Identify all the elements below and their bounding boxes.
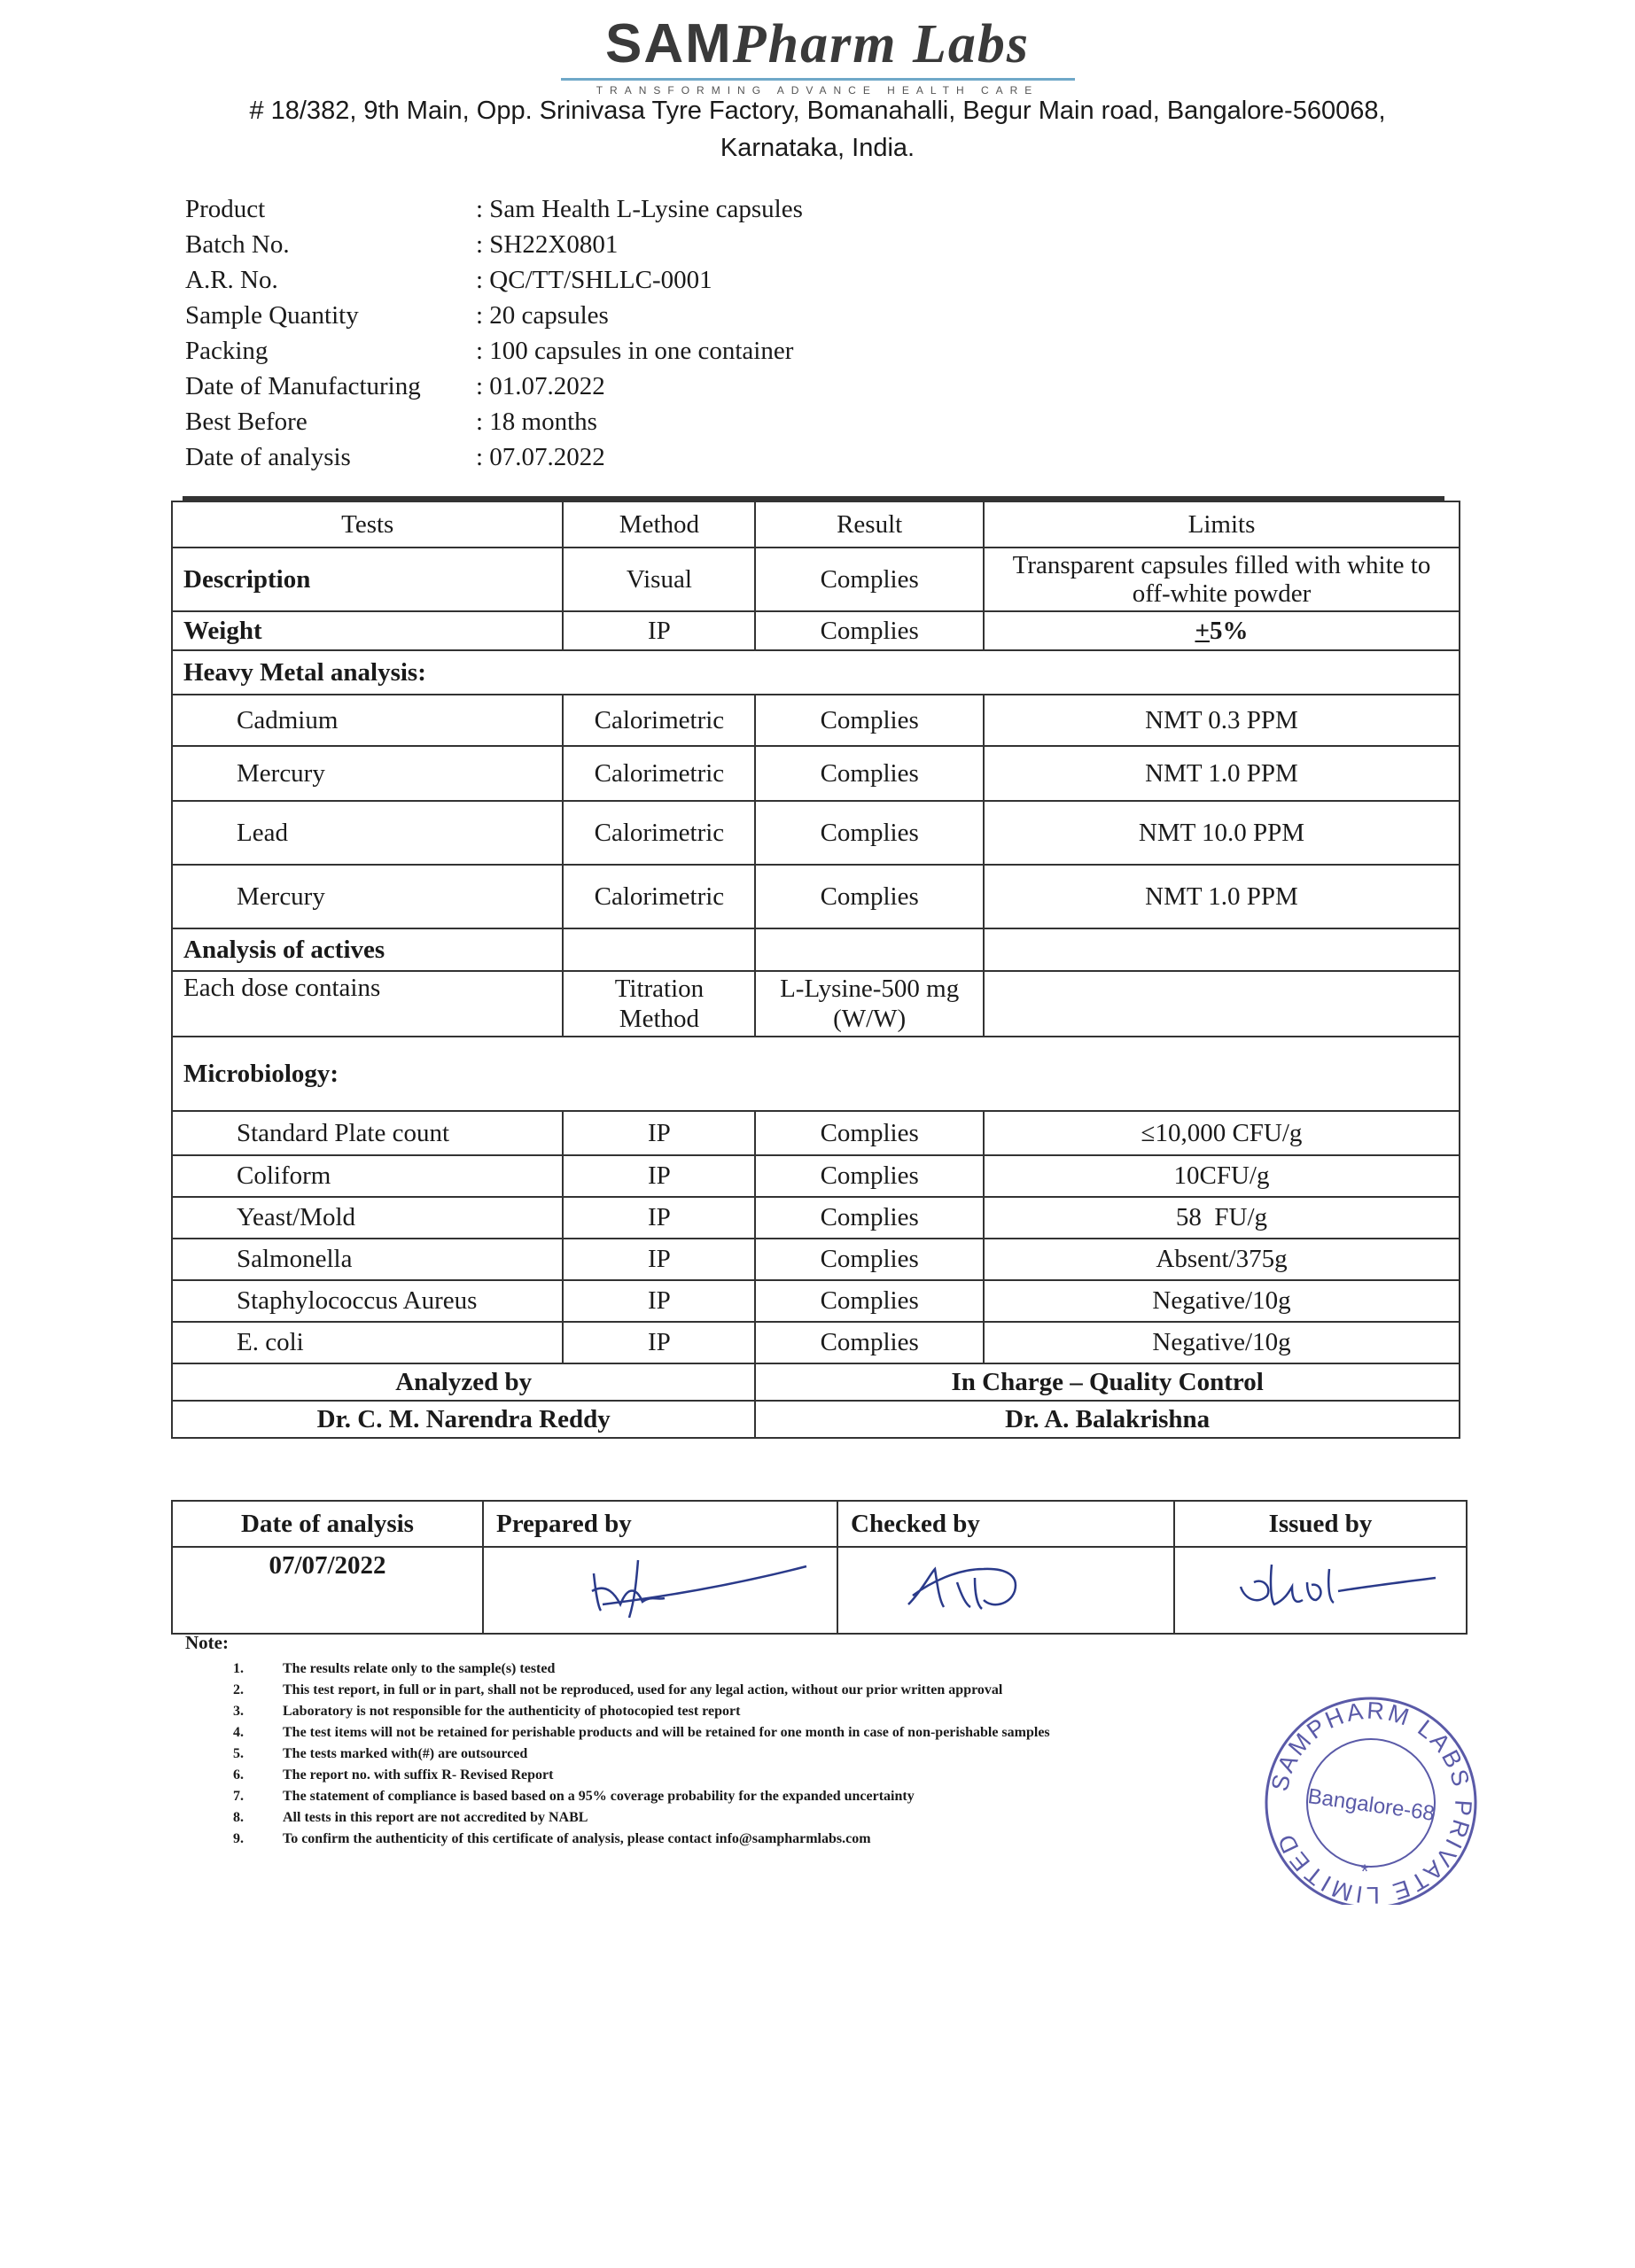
logo-sam: SAM [605,13,733,74]
section-title: Heavy Metal analysis: [172,650,1460,695]
note-item [185,1680,1050,1701]
info-row-batch [185,227,803,262]
empty-cell [563,928,755,971]
test-method: Calorimetric [563,865,755,928]
test-limit: NMT 1.0 PPM [984,746,1460,801]
logo-pharm-labs: Pharm Labs [732,14,1030,74]
address-line-1: # 18/382, 9th Main, Opp. Srinivasa Tyre Factory, Bomanahalli, Begur Main road, Bangalore-560068, [249,97,1386,125]
note-text: The test items will not be retained for perishable products and will be retained for one month in case of non-perishable samples [283,1725,1050,1740]
table-row-mercury [172,865,1460,928]
test-limit [984,548,1460,611]
table-row-each-dose [172,971,1460,1037]
info-row-product [185,191,803,227]
method-line-1: Titration [614,975,705,1003]
test-method: Calorimetric [563,695,755,746]
table-row-description [172,548,1460,611]
test-result: Complies [755,865,984,928]
info-value: : 20 capsules [476,301,609,330]
info-value: : 100 capsules in one container [476,337,794,365]
test-method: IP [563,1322,755,1363]
info-value: : 01.07.2022 [476,372,605,400]
company-logo [0,12,1635,97]
prepared-by-signature [496,1556,824,1618]
note-item [185,1807,1050,1829]
test-name: Cadmium [172,695,563,746]
plus-minus-sign: + [1195,616,1210,645]
note-item [185,1786,1050,1807]
test-name: E. coli [172,1322,563,1363]
note-item [185,1701,1050,1722]
signatory-label-row [172,1363,1460,1401]
test-method: IP [563,611,755,650]
issued-by-signature [1187,1551,1453,1622]
logo-wordmark [605,12,1030,76]
analysis-date: 07/07/2022 [172,1547,483,1634]
empty-cell [984,928,1460,971]
info-value: : 18 months [476,408,597,436]
note-item [185,1765,1050,1786]
note-number: 5. [233,1746,244,1761]
header-issued-by: Issued by [1174,1501,1467,1547]
test-name: Each dose contains [172,971,563,1037]
test-name: Description [172,548,563,611]
table-row-weight [172,611,1460,650]
info-row-best-before [185,404,803,439]
header-result: Result [755,501,984,548]
signatory-name-row [172,1401,1460,1438]
signoff-header-row [172,1501,1467,1547]
incharge-label: In Charge – Quality Control [755,1363,1460,1401]
signoff-table [171,1500,1468,1635]
test-result: Complies [755,1239,984,1280]
results-table [171,501,1460,1439]
note-text: The results relate only to the sample(s) tested [283,1661,556,1676]
info-label: Date of Manufacturing [185,372,421,400]
info-label: Batch No. [185,230,290,259]
note-text: To confirm the authenticity of this certificate of analysis, please contact info@sampharmlabs.com [283,1831,871,1846]
result-line-1: L-Lysine-500 mg [780,975,960,1003]
info-value: : SH22X0801 [476,230,619,259]
note-number: 8. [233,1810,244,1825]
test-method: IP [563,1197,755,1239]
empty-cell [984,971,1460,1037]
test-limit: 58 FU/g [984,1197,1460,1239]
header-checked-by: Checked by [837,1501,1174,1547]
analyzed-by-label: Analyzed by [172,1363,755,1401]
test-name: Weight [172,611,563,650]
test-limit [984,611,1460,650]
test-method: IP [563,1111,755,1155]
test-method: IP [563,1155,755,1197]
note-number: 7. [233,1789,244,1804]
table-row-cadmium [172,695,1460,746]
note-number: 2. [233,1682,244,1697]
test-method: Calorimetric [563,801,755,865]
note-item [185,1722,1050,1744]
address-line-2: Karnataka, India. [720,134,915,162]
info-label: Best Before [185,408,308,436]
notes-title: Note: [185,1632,229,1653]
limit-line-1: Transparent capsules filled with white to [1012,551,1431,579]
test-name: Salmonella [172,1239,563,1280]
info-label: Sample Quantity [185,301,359,330]
header-prepared-by: Prepared by [483,1501,837,1547]
info-value: : Sam Health L-Lysine capsules [476,195,803,223]
table-row-lead [172,801,1460,865]
info-row-packing [185,333,803,369]
note-number: 4. [233,1725,244,1740]
note-text: Laboratory is not responsible for the authenticity of photocopied test report [283,1704,741,1719]
test-result: Complies [755,746,984,801]
method-line-2: Method [619,1005,700,1033]
company-seal-stamp [1251,1683,1491,1905]
note-text: This test report, in full or in part, shall not be reproduced, used for any legal action, without our prior written approval [283,1682,1003,1697]
header-method: Method [563,501,755,548]
table-row-salmonella [172,1239,1460,1280]
test-limit: Negative/10g [984,1322,1460,1363]
test-method: IP [563,1239,755,1280]
test-result: Complies [755,548,984,611]
test-method: Visual [563,548,755,611]
checked-by-signature-cell [837,1547,1174,1634]
seal-ring-textpath: SAMPHARM LABS PRIVATE LIMITED [1265,1697,1477,1905]
note-text: The tests marked with(#) are outsourced [283,1746,528,1761]
note-number: 6. [233,1767,244,1783]
test-limit: NMT 1.0 PPM [984,865,1460,928]
note-text: The statement of compliance is based based on a 95% coverage probability for the expanded uncertainty [283,1789,915,1804]
table-row-plate-count [172,1111,1460,1155]
test-name: Coliform [172,1155,563,1197]
info-row-manufacturing-date [185,369,803,404]
signoff-body-row [172,1547,1467,1634]
info-label: Date of analysis [185,443,351,471]
test-result: Complies [755,611,984,650]
logo-underline [561,78,1075,81]
section-actives [172,928,1460,971]
analyzed-by-name: Dr. C. M. Narendra Reddy [172,1401,755,1438]
note-number: 1. [233,1661,244,1676]
test-name: Yeast/Mold [172,1197,563,1239]
test-name: Standard Plate count [172,1111,563,1155]
result-line-2: (W/W) [833,1005,907,1033]
header-date-of-analysis: Date of analysis [172,1501,483,1547]
section-microbiology [172,1037,1460,1111]
company-address [0,92,1635,167]
table-row-mercury [172,746,1460,801]
test-method: IP [563,1280,755,1322]
limit-value: 5% [1210,616,1249,645]
limit-line-2: off-white powder [1132,579,1312,608]
notes-section [185,1632,1050,1850]
note-text: All tests in this report are not accredited by NABL [283,1810,588,1825]
header-tests: Tests [172,501,563,548]
test-result: Complies [755,1197,984,1239]
info-value: : QC/TT/SHLLC-0001 [476,266,712,294]
test-limit: Negative/10g [984,1280,1460,1322]
test-method [563,971,755,1037]
table-row-coliform [172,1155,1460,1197]
logo-tagline: TRANSFORMING ADVANCE HEALTH CARE [596,84,1039,97]
info-value: : 07.07.2022 [476,443,605,471]
seal-star: * [1360,1860,1369,1883]
section-title: Analysis of actives [172,928,563,971]
test-name: Mercury [172,746,563,801]
table-row-e-coli [172,1322,1460,1363]
note-number: 9. [233,1831,244,1846]
test-name: Mercury [172,865,563,928]
test-result: Complies [755,801,984,865]
note-number: 3. [233,1704,244,1719]
test-result [755,971,984,1037]
test-method: Calorimetric [563,746,755,801]
prepared-by-signature-cell [483,1547,837,1634]
note-item [185,1744,1050,1765]
test-limit: NMT 10.0 PPM [984,801,1460,865]
table-header-row [172,501,1460,548]
test-result: Complies [755,1280,984,1322]
checked-by-signature [851,1556,1161,1618]
test-result: Complies [755,1155,984,1197]
test-limit: Absent/375g [984,1239,1460,1280]
table-row-yeast-mold [172,1197,1460,1239]
test-name: Staphylococcus Aureus [172,1280,563,1322]
info-row-ar-no [185,262,803,298]
test-result: Complies [755,1111,984,1155]
info-row-analysis-date [185,439,803,475]
product-info [185,191,803,475]
seal-center-text: Bangalore-68 [1306,1784,1436,1826]
note-text: The report no. with suffix R- Revised Report [283,1767,554,1783]
note-item [185,1829,1050,1850]
empty-cell [755,928,984,971]
info-label: Product [185,195,266,223]
header-limits: Limits [984,501,1460,548]
table-row-staphylococcus [172,1280,1460,1322]
test-limit: 10CFU/g [984,1155,1460,1197]
info-row-sample-quantity [185,298,803,333]
test-name: Lead [172,801,563,865]
note-item [185,1658,1050,1680]
issued-by-signature-cell [1174,1547,1467,1634]
test-result: Complies [755,695,984,746]
test-result: Complies [755,1322,984,1363]
incharge-name: Dr. A. Balakrishna [755,1401,1460,1438]
info-label: A.R. No. [185,266,278,294]
test-limit: ≤10,000 CFU/g [984,1111,1460,1155]
info-label: Packing [185,337,269,365]
section-heavy-metal [172,650,1460,695]
test-limit: NMT 0.3 PPM [984,695,1460,746]
section-title: Microbiology: [172,1037,1460,1111]
